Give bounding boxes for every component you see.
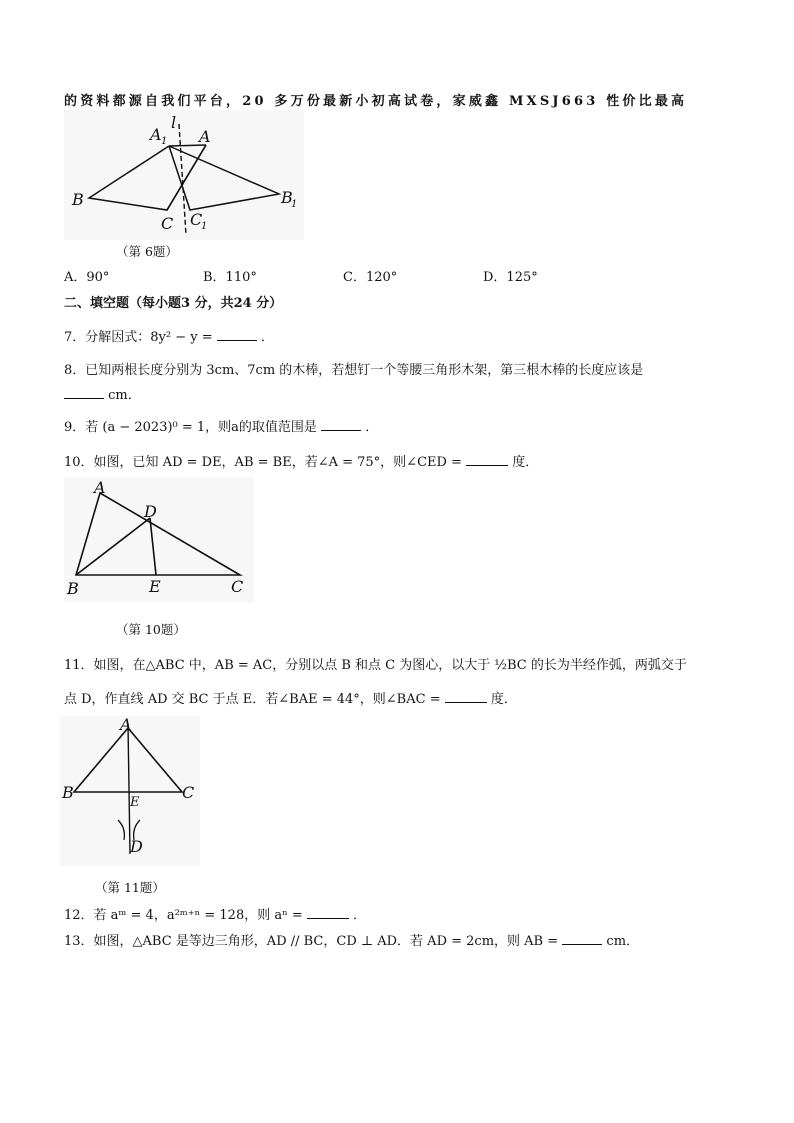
fig10-label-a: A [94,478,106,497]
q8-suffix: cm． [108,388,141,403]
fig6-label-a1: A [150,125,162,144]
q6-option-a[interactable]: A．90° [64,270,110,285]
question-13 [64,930,639,949]
fig6-label-a1-sub: 1 [161,136,168,147]
q12-suffix: ． [353,908,367,923]
fig6-label-c1: C [190,210,203,229]
q13-text: 13．如图，△ABC 是等边三角形，AD // BC，CD ⊥ AD．若 AD = 2cm，则 AB = [64,934,559,949]
q9-answer-blank[interactable] [321,418,361,431]
q7-answer-blank[interactable] [217,328,257,341]
q11-suffix: 度． [490,692,517,707]
figure-q6 [64,110,304,240]
q11-text: 点 D，作直线 AD 交 BC 于点 E．若∠BAE = 44°，则∠BAC = [64,692,441,707]
question-7 [64,326,274,345]
question-11-line1: 11．如图，在△ABC 中，AB = AC，分别以点 B 和点 C 为图心，以大于 ½BC 的长为半经作弧，两弧交于 [64,658,687,673]
q11-answer-blank[interactable] [445,690,487,703]
q7-text: 7．分解因式：8y² − y = [64,330,213,345]
q9-suffix: ． [365,420,379,435]
caption-q6: （第 6题） [116,244,178,259]
q10-suffix: 度． [512,455,539,470]
fig6-label-a: A [199,127,211,146]
fig6-label-b: B [72,190,84,209]
fig6-label-c1-sub: 1 [201,221,208,232]
fig10-label-e: E [149,577,161,596]
fig10-label-c: C [231,577,244,596]
header-ad-line: 的资料都源自我们平台，20 多万份最新小初高试卷，家威鑫 MXSJ663 性价比最高 [64,94,688,109]
q6-option-d[interactable]: D．125° [483,270,538,285]
question-11-line2 [64,688,517,707]
q7-suffix: ． [260,330,274,345]
fig6-label-b1-sub: 1 [291,199,298,210]
q13-answer-blank[interactable] [562,932,602,945]
section-2-title: 二、填空题（每小题3 分，共24 分） [64,296,283,311]
question-10 [64,451,538,470]
figure-q10 [64,477,254,602]
fig11-label-e: E [130,795,140,810]
q12-text: 12．若 aᵐ = 4，a²ᵐ⁺ⁿ = 128，则 aⁿ = [64,908,303,923]
q6-option-b[interactable]: B．110° [203,270,257,285]
q10-answer-blank[interactable] [466,453,508,466]
q8-answer-blank[interactable] [64,386,104,399]
fig6-label-b1: B [281,188,293,207]
q6-option-c[interactable]: C．120° [343,270,398,285]
question-12 [64,904,366,923]
q9-text: 9．若 (a − 2023)⁰ = 1，则a的取值范围是 [64,420,317,435]
fig11-label-b: B [62,783,74,802]
caption-q10: （第 10题） [116,622,186,637]
q10-text: 10．如图，已知 AD = DE，AB = BE，若∠A = 75°，则∠CED = [64,455,462,470]
question-8-line1: 8．已知两根长度分别为 3cm、7cm 的木棒，若想钉一个等腰三角形木架，第三根木棒的长度应该是 [64,363,644,378]
fig10-label-b: B [67,579,79,598]
fig10-label-d: D [144,502,157,521]
question-8-line2 [64,384,141,403]
figure-q11 [60,716,200,866]
q12-answer-blank[interactable] [307,906,349,919]
caption-q11: （第 11题） [95,880,165,895]
question-9 [64,416,378,435]
fig6-label-c: C [161,214,174,233]
fig11-label-d: D [130,837,143,856]
fig11-label-c: C [182,783,195,802]
fig11-label-a: A [120,716,132,734]
fig6-label-l: l [171,113,177,132]
q13-suffix: cm． [606,934,640,949]
